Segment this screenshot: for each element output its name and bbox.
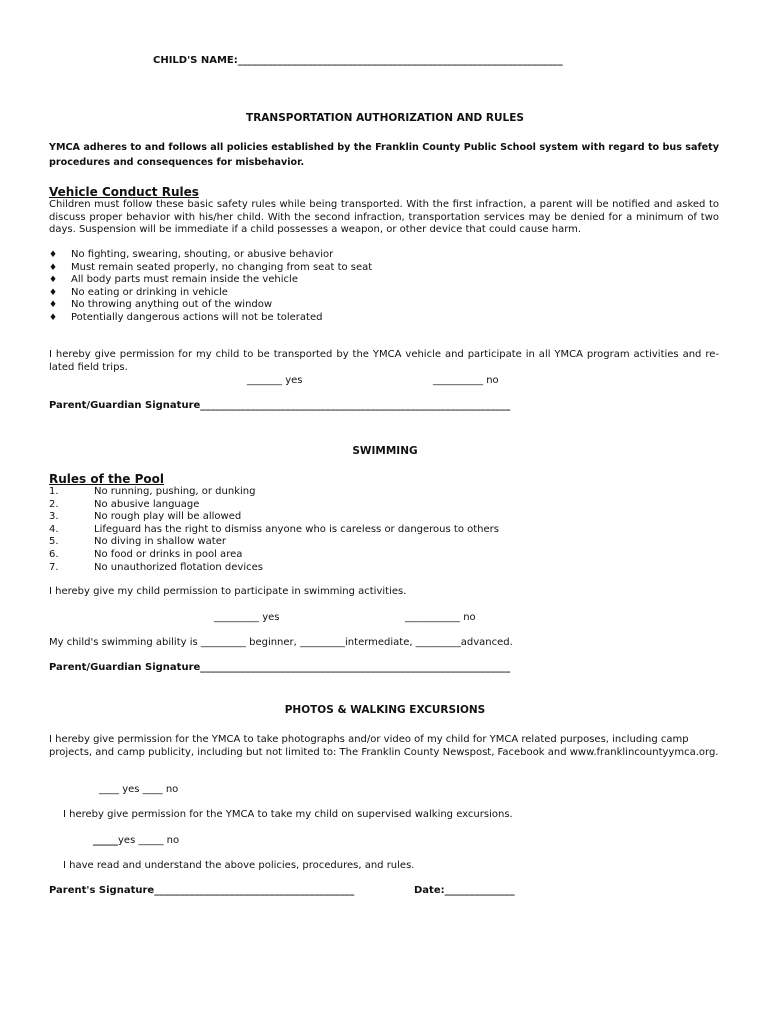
swim-yes-row [214,612,279,623]
rule-text: No fighting, swearing, shouting, or abusive behavior [71,249,334,260]
walking-permission-text: I hereby give permission for the YMCA to take my child on supervised walking excursions. [63,809,513,820]
rule-text: Must remain seated properly, no changing from seat to seat [71,261,373,273]
list-item [49,249,372,262]
list-item [49,262,372,275]
pool-rules-heading: Rules of the Pool [49,472,164,486]
transport-no-row [433,375,499,386]
list-item [49,562,499,575]
walk-no-field[interactable]: _____ [138,835,164,846]
transport-permission-text: I hereby give permission for my child to be transported by the YMCA vehicle and participate in all YMCA program activities and re-lated field trips. [49,349,719,373]
transport-intro: YMCA adheres to and follows all policies established by the Franklin County Public School system with regard to bus safety procedures and consequences for misbehavior. [49,142,719,168]
walk-yes-field[interactable]: _____ [93,835,118,846]
rule-text: No eating or drinking in vehicle [71,286,228,298]
photo-no-label: no [165,784,179,795]
acknowledge-text: I have read and understand the above policies, procedures, and rules. [63,860,415,871]
list-item [49,299,372,312]
photo-yes-no-row [99,784,178,795]
transport-no-label: no [486,375,499,386]
swim-ability-label: My child's swimming ability is [49,637,198,648]
advanced-field[interactable]: _________ [415,637,461,648]
rule-number: 1. [49,486,59,497]
list-item [49,312,372,325]
rule-text: No abusive language [94,498,200,510]
swim-no-row [405,612,476,623]
rule-text: Lifeguard has the right to dismiss anyone who is careless or dangerous to others [94,523,499,535]
walk-no-label: no [166,835,180,846]
transport-yes-field[interactable]: _______ [247,375,282,386]
swim-permission-text: I hereby give my child permission to participate in swimming activities. [49,586,407,597]
swim-no-label: no [463,612,476,623]
rule-text: No rough play will be allowed [94,511,242,523]
transport-no-field[interactable]: __________ [433,375,483,386]
rule-text: No diving in shallow water [94,536,226,548]
swim-signature-label: Parent/Guardian Signature [49,662,201,673]
beginner-field[interactable]: _________ [200,637,246,648]
vehicle-rules-list [49,249,372,325]
photo-no-field[interactable]: ____ [142,784,163,795]
swim-signature-field[interactable]: ______________________________________________________________ [200,662,511,673]
child-name-label: CHILD'S NAME: [153,55,238,66]
photo-permission-text: I hereby give permission for the YMCA to take photographs and/or video of my child for YMCA related purposes, including camp projects, and camp publicity, including but not limited to: The Franklin County Newspost, Facebook and www.franklincountyymca.org. [49,734,719,758]
transport-signature-label: Parent/Guardian Signature [49,400,201,411]
list-item [49,287,372,300]
bullet-diamond-icon: ♦ [49,262,58,273]
parent-signature-label: Parent's Signature [49,885,155,896]
date-row [414,885,515,896]
swimming-title: SWIMMING [352,445,418,457]
transport-title: TRANSPORTATION AUTHORIZATION AND RULES [246,112,524,124]
rule-number: 3. [49,511,59,523]
date-field[interactable]: ______________ [444,885,515,896]
transport-yes-row [247,375,302,386]
child-name-field[interactable]: _________________________________________________________________ [237,55,563,66]
bullet-diamond-icon: ♦ [49,312,58,323]
vehicle-conduct-text: Children must follow these basic safety rules while being transported. With the first infraction, a parent will be notified and asked to discuss proper behavior with his/her child. With the second infraction, transportation services may be denied for a minimum of two days. Suspension will be immediate if a child possesses a weapon, or other device that could cause harm. [49,199,719,235]
rule-number: 5. [49,536,59,548]
rule-text: No food or drinks in pool area [94,548,243,560]
list-item [49,536,499,549]
swim-ability-row [49,637,513,648]
date-label: Date: [414,885,445,896]
bullet-diamond-icon: ♦ [49,250,58,260]
transport-signature-row [49,400,510,411]
rule-text: No throwing anything out of the window [71,299,273,311]
photo-yes-label: yes [122,784,140,795]
walk-yes-no-row [93,835,179,846]
bullet-diamond-icon: ♦ [49,300,58,311]
vehicle-conduct-heading: Vehicle Conduct Rules [49,185,199,199]
transport-yes-label: yes [285,375,303,386]
rule-text: No running, pushing, or dunking [94,486,256,497]
advanced-label: advanced. [460,637,513,648]
list-item [49,486,499,499]
swim-yes-label: yes [262,612,280,623]
child-name-row [153,55,563,66]
list-item [49,511,499,524]
parent-signature-row [49,885,354,896]
parent-signature-field[interactable]: ________________________________________ [154,885,355,896]
rule-number: 6. [49,548,59,560]
rule-number: 4. [49,523,59,535]
swim-yes-field[interactable]: _________ [214,612,259,623]
photo-yes-field[interactable]: ____ [99,784,119,795]
swim-signature-row [49,662,510,673]
list-item [49,274,372,287]
walk-yes-label: yes [118,835,136,846]
transport-signature-field[interactable]: ______________________________________________________________ [200,400,511,411]
list-item [49,499,499,512]
intermediate-label: intermediate, [345,637,413,648]
rule-text: No unauthorized flotation devices [94,561,263,573]
rule-text: All body parts must remain inside the vehicle [71,274,298,286]
list-item [49,524,499,537]
pool-rules-list [49,486,499,574]
beginner-label: beginner, [249,637,297,648]
swim-no-field[interactable]: ___________ [405,612,460,623]
rule-number: 7. [49,561,59,573]
rule-number: 2. [49,498,59,510]
photos-title: PHOTOS & WALKING EXCURSIONS [284,704,486,716]
rule-text: Potentially dangerous actions will not be tolerated [71,311,323,323]
bullet-diamond-icon: ♦ [49,287,58,298]
list-item [49,549,499,562]
intermediate-field[interactable]: _________ [300,637,346,648]
bullet-diamond-icon: ♦ [49,275,58,286]
